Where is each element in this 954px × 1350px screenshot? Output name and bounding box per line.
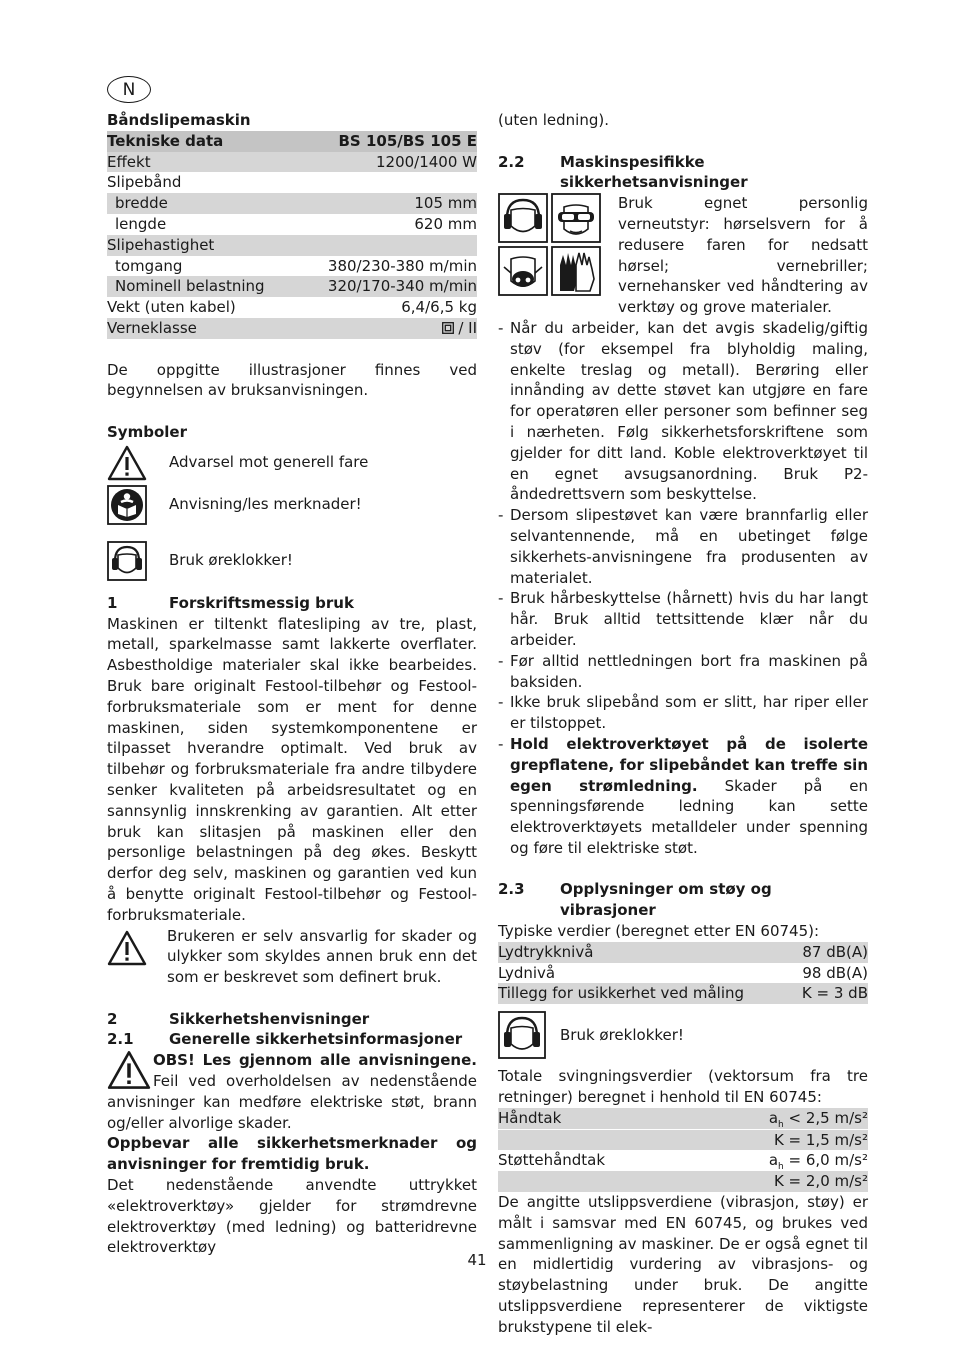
tech-data-header: Tekniske data BS 105/BS 105 E bbox=[107, 131, 477, 150]
table-row: Verneklasse / II bbox=[107, 318, 477, 337]
list-item: - Før alltid nettledningen bort fra maskinen på baksiden. bbox=[498, 651, 868, 693]
closing-paragraph: De angitte utslippsverdiene (vibrasjon, støy) er målt i samsvar med EN 60745, og brukes ved sammenligning av maskiner. De er også egnet til en midlertidig vurdering av vibrasjons- og støybelastning under bruk. De angitte utslippsverdiene representerer de viktigste brukstypene til elek- bbox=[498, 1193, 868, 1336]
keep-instructions: Oppbevar alle sikkerhetsmerknader og anvisninger for fremtidig bruk. bbox=[107, 1134, 477, 1174]
list-item: - Dersom slipestøvet kan være brannfarlig eller selvantennende, må en ubetinget følge sikkerhets-anvisningene fra produsenten av materialet. bbox=[498, 505, 868, 588]
ppe-block bbox=[498, 193, 868, 318]
list-item: - Ikke bruk slipebånd som er slitt, har riper eller er tilstoppet. bbox=[498, 692, 868, 734]
section-2-3-heading: 2.3 Opplysninger om støy og vibrasjoner bbox=[498, 880, 772, 920]
section-1-warning: Brukeren er selv ansvarlig for skader og ulykker som skyldes annen bruk enn det som er beskrevet som definert bruk. bbox=[107, 926, 477, 988]
gloves-icon bbox=[552, 247, 600, 295]
safety-goggles-icon bbox=[552, 194, 600, 242]
ear-protection-icon bbox=[499, 194, 547, 242]
warning-icon bbox=[107, 1050, 151, 1090]
left-column bbox=[107, 110, 477, 1258]
section-1-heading: 1 Forskriftsmessig bruk bbox=[107, 593, 354, 612]
table-row: K = 2,0 m/s² bbox=[498, 1171, 868, 1192]
list-item: - Hold elektroverktøyet på de isolerte grepflatene, for slipebåndet kan treffe sin egen strømledning. Skader på en spenningsførende ledning kan sette elektroverktøyets metalldeler under spenning og føre til elektriske støt. bbox=[498, 734, 868, 859]
symbols-heading: Symboler bbox=[107, 422, 187, 441]
obs-paragraph: OBS! Les gjennom alle anvisningene. Feil ved overholdelsen av nedenstående anvisninger kan medføre elektriske støt, brann og/eller alvorlige skader. bbox=[107, 1051, 477, 1132]
tech-data-table bbox=[107, 131, 477, 339]
table-row: Støttehåndtak $a_h = 6,0$ m/s² bbox=[498, 1151, 868, 1173]
noise-intro: Typiske verdier (beregnet etter EN 60745): bbox=[498, 922, 820, 941]
table-row: Håndtak $a_h < 2,5$ m/s² bbox=[498, 1108, 868, 1130]
noise-table bbox=[498, 942, 868, 1004]
language-badge: N bbox=[107, 76, 151, 103]
ear-protection-icon bbox=[107, 541, 147, 581]
section-2-heading: 2 Sikkerhetshenvisninger bbox=[107, 1009, 370, 1028]
vibration-intro: Totale svingningsverdier (vektorsum fra tre retninger) beregnet i henhold til EN 60745: bbox=[498, 1067, 868, 1107]
table-row: tomgang 380/230-380 m/min bbox=[115, 256, 477, 275]
section-1-body: Maskinen er tiltenkt flatesliping av tre, plast, metall, sparkelmasse samt lakkerte overflater. Asbestholdige materialer skal ikke bearbeides. Bruk bare originalt Festool-tilbehør og Festool-forbruksmateriale som er ment for denne maskinen, siden systemkomponentene er tilpasset hverandre optimalt. Ved bruk av tilbehør og forbruksmateriale fra andre tilbydere senker kvaliteten på arbeidsresultatet og en sannsynlig innskrenking av garantien. Alt etter bruk kan slitasjen på maskinen eller den personlige belastningen på deg økes. Beskytt derfor deg selv, maskinen og garantien ved kun å benytte originalt Festool-tilbehør og Festool-forbruksmateriale. bbox=[107, 614, 477, 924]
symbol-warning: Advarsel mot generell fare bbox=[107, 443, 477, 483]
protection-class-icon bbox=[442, 322, 454, 334]
table-row: Slipebånd bbox=[107, 173, 182, 192]
document-title: Båndslipemaskin bbox=[107, 111, 251, 129]
ear-protection-icon bbox=[498, 1011, 546, 1059]
right-column bbox=[498, 110, 868, 1338]
list-item: - Bruk hårbeskyttelse (hårnett) hvis du har langt hår. Bruk alltid tettsittende klær når du arbeider. bbox=[498, 588, 868, 650]
symbol-ear-protection: Bruk øreklokker! bbox=[498, 1008, 868, 1062]
table-row: Lydtrykknivå 87 dB(A) bbox=[498, 942, 868, 961]
illustrations-note: De oppgitte illustrasjoner finnes ved begynnelsen av bruksanvisningen. bbox=[107, 360, 477, 400]
symbol-ear-protection: Bruk øreklokker! bbox=[107, 535, 477, 587]
table-row: Lydnivå 98 dB(A) bbox=[498, 963, 868, 982]
page-number: 41 bbox=[467, 1251, 487, 1269]
list-item: - Når du arbeider, kan det avgis skadelig/giftig støv (for eksempel fra blyholdig maling, enkelte treslag og metall). Berøring eller innånding av dette støvet kan utgjøre en fare for operatøren eller personer som befinner seg i nærheten. Følg sikkerhetsforskriftene som gjelder for ditt land. Koble elektroverktøyet til en egnet avsugsanordning. Bruk P2-åndedrettsvern som beskyttelse. bbox=[498, 318, 868, 505]
table-row: K = 1,5 m/s² bbox=[498, 1130, 868, 1151]
ppe-icons bbox=[498, 193, 618, 301]
ppe-text: Bruk egnet personlig verneutstyr: hørselsvern for å redusere faren for nedsatt hørsel; vernebriller; vernehansker ved håndtering av verktøy og grove materialer. bbox=[618, 194, 868, 317]
table-row: Vekt (uten kabel) 6,4/6,5 kg bbox=[107, 298, 477, 317]
table-row: lengde 620 mm bbox=[115, 214, 477, 233]
respirator-mask-icon bbox=[499, 247, 547, 295]
table-row: bredde 105 mm bbox=[107, 193, 477, 214]
read-manual-icon bbox=[107, 485, 147, 525]
table-row: Slipehastighet bbox=[107, 235, 477, 256]
tool-definition: Det nedenstående anvendte uttrykket «elektroverktøy» gjelder for strømdrevne elektroverktøy (med ledning) og batteridrevne elektroverktøy bbox=[107, 1176, 477, 1257]
warning-icon bbox=[107, 930, 147, 966]
warning-icon bbox=[107, 445, 147, 481]
table-row: Tillegg for usikkerhet ved måling K = 3 dB bbox=[498, 984, 868, 1003]
safety-list bbox=[498, 318, 868, 859]
table-row: Effekt 1200/1400 W bbox=[107, 152, 477, 171]
continuation-text: (uten ledning). bbox=[498, 111, 609, 129]
vibration-table bbox=[498, 1108, 868, 1192]
table-row: Nominell belastning 320/170-340 m/min bbox=[107, 276, 477, 297]
symbol-read-manual: Anvisning/les merknader! bbox=[107, 483, 477, 527]
section-2-2-heading: 2.2 Maskinspesifikke sikkerhetsanvisninger bbox=[498, 152, 748, 192]
section-2-1-heading: 2.1 Generelle sikkerhetsinformasjoner bbox=[107, 1030, 463, 1049]
